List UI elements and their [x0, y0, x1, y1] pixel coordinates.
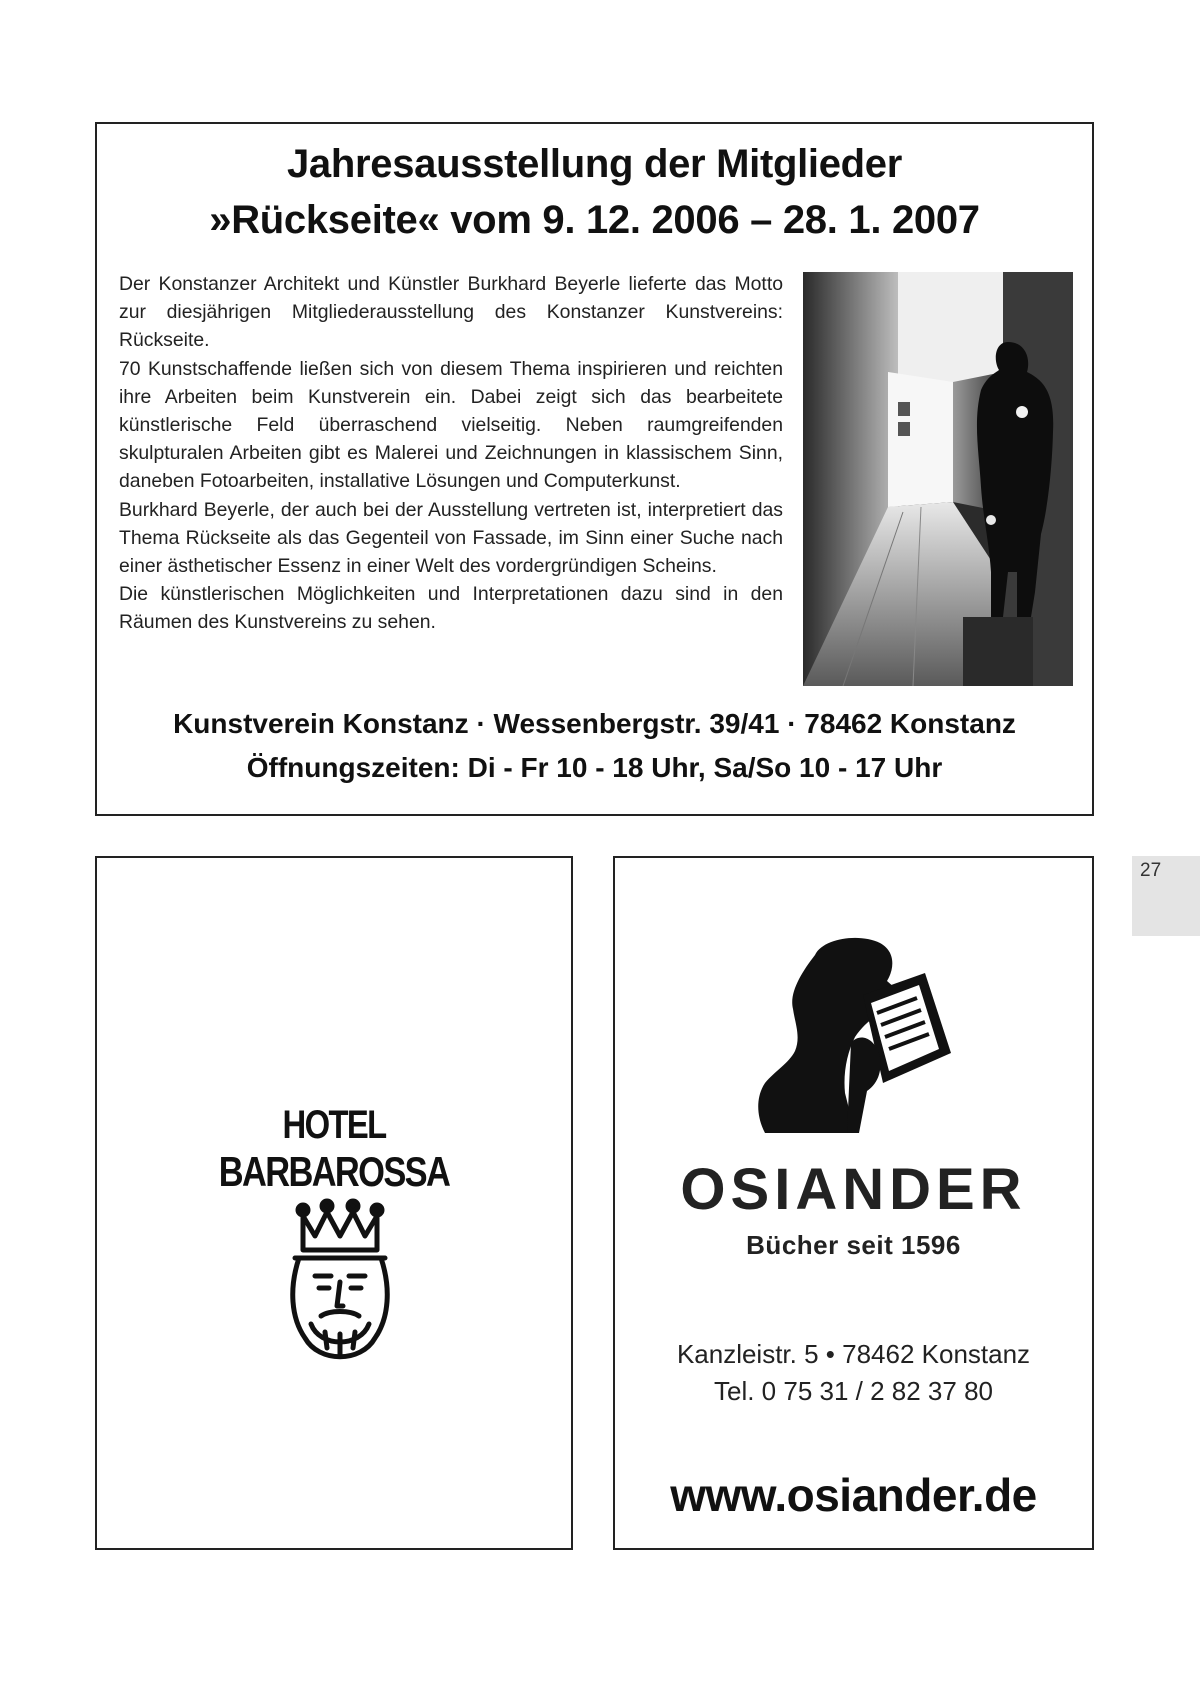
osiander-ad: [613, 856, 1094, 1550]
paragraph: Die künstlerischen Möglichkeiten und Interpretationen dazu sind in den Räumen des Kunstvereins zu sehen.: [119, 583, 783, 634]
opening-hours: Öffnungszeiten: Di - Fr 10 - 18 Uhr, Sa/So 10 - 17 Uhr: [246, 752, 943, 783]
page-number-tab: [1132, 856, 1200, 936]
ad-title-line1: Jahresausstellung der Mitglieder: [286, 142, 903, 186]
reading-man-silhouette-icon: [755, 933, 955, 1133]
paragraph: Der Konstanzer Architekt und Künstler Burkhard Beyerle lieferte das Motto zur diesjährigen Mitgliederausstellung des Konstanzer Kunstvereins: Rückseite.: [119, 273, 783, 352]
crowned-king-emblem-icon: [285, 1198, 395, 1378]
osiander-logo-name: OSIANDER: [680, 1157, 1027, 1222]
osiander-phone: Tel. 0 75 31 / 2 82 37 80: [714, 1376, 993, 1406]
exhibition-photo: [803, 272, 1073, 686]
exhibition-ad: [95, 122, 1094, 816]
ad-title-line2: »Rückseite« vom 9. 12. 2006 – 28. 1. 2007: [209, 198, 980, 242]
hotel-barbarossa-ad: [95, 856, 573, 1550]
osiander-tagline: Bücher seit 1596: [746, 1230, 961, 1260]
hotel-logo-line2: BARBAROSSA: [218, 1148, 450, 1195]
osiander-website: www.osiander.de: [670, 1469, 1037, 1521]
page-number: 27: [1140, 860, 1162, 881]
paragraph: 70 Kunstschaffende ließen sich von diesem Thema inspirieren und reichten ihre Arbeiten beim Kunstverein ein. Dabei zeigt sich das bearbeitete künstlerische Feld überraschend vielseitig. Neben raumgreifenden skulpturalen Arbeiten gibt es Malerei und Zeichnungen in klassischem Sinn, daneben Fotoarbeiten, installative Lösungen und Computerkunst.: [119, 357, 783, 493]
address-line: Kunstverein Konstanz · Wessenbergstr. 39/41 · 78462 Konstanz: [173, 708, 1016, 739]
paragraph: Burkhard Beyerle, der auch bei der Ausstellung vertreten ist, interpretiert das Thema Rückseite als das Gegenteil von Fassade, im Sinn einer Suche nach einer ästhetischer Essenz in einer Welt des vordergründigen Scheins.: [119, 498, 783, 578]
osiander-address: Kanzleistr. 5 • 78462 Konstanz: [676, 1339, 1031, 1369]
hotel-logo-line1: HOTEL: [282, 1103, 386, 1147]
ad-body-text: [119, 270, 783, 637]
